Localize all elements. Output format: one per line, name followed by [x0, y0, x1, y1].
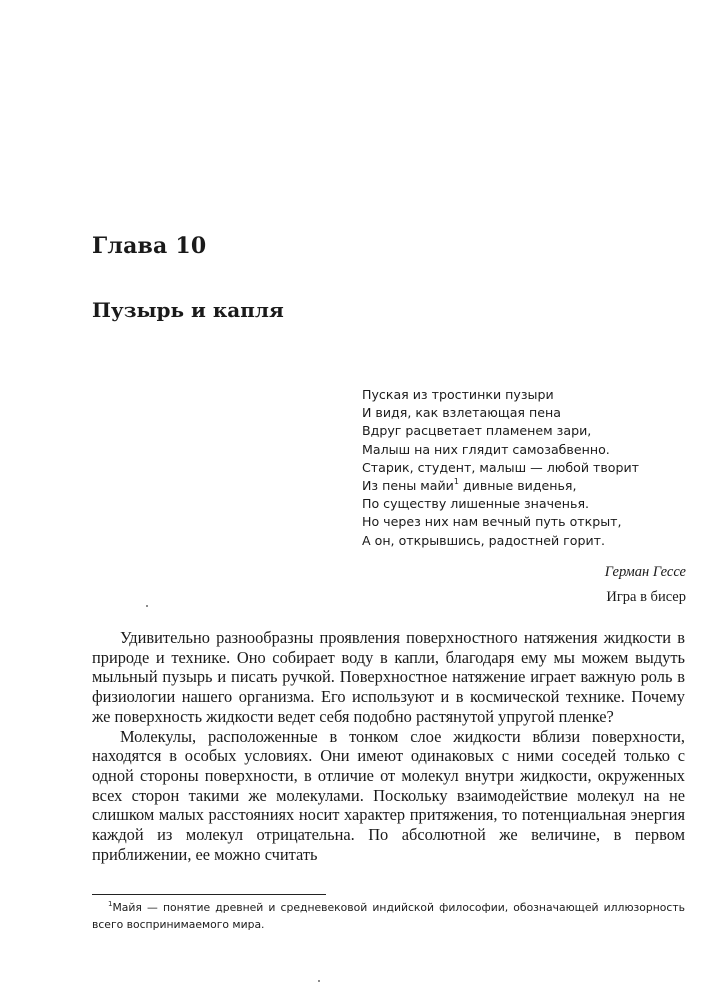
- footnote: [92, 899, 685, 933]
- epigraph-line: Малыш на них глядит самозабвенно.: [362, 441, 610, 457]
- epigraph-line-start: Из пены майи: [362, 478, 454, 494]
- epigraph-poem: [362, 386, 692, 550]
- paragraph: Удивительно разнообразны проявления поверхностного натяжения жидкости в природе и технике. Оно собирает воду в капли, благодаря ему мы можем выдуть мыльный пузырь и писать ручкой. Поверхностное натяжение играет важную роль в физиологии нашего организма. Его используют и в космической технике. Почему же поверхность жидкости ведет себя подобно растянутой упругой пленке?: [92, 628, 685, 726]
- epigraph-line: Старик, студент, малыш — любой творит: [362, 459, 640, 475]
- epigraph-line-with-footnote: [362, 477, 692, 495]
- footnote-divider: [92, 894, 326, 895]
- chapter-title: Пузырь и капля: [92, 298, 284, 322]
- epigraph-source: Игра в бисер: [606, 589, 686, 605]
- paragraph: Молекулы, расположенные в тонком слое жидкости вблизи поверхности, находятся в особых условиях. Они имеют одинаковых с ними соседей только с одной стороны поверхности, в отличие от молекул внутри жидкости, окруженных всех сторон такими же молекулами. Поскольку взаимодействие молекул на не слишком малых расстояниях носит характер притяжения, то потенциальная энергия каждой из молекул отрицательна. По абсолютной же величине, в первом приближении, ее можно считать: [92, 726, 685, 864]
- epigraph-line: По существу лишенные значенья.: [362, 496, 590, 512]
- epigraph-line: Но через них нам вечный путь открыт,: [362, 514, 622, 530]
- footnote-text: Майя — понятие древней и средневековой индийской философии, обозначающей иллюзорность всего воспринимаемого мира.: [92, 901, 685, 931]
- scan-speck: [318, 980, 320, 982]
- footnote-reference: 1: [453, 477, 459, 487]
- epigraph-line: А он, открывшись, радостней горит.: [362, 532, 606, 548]
- scan-speck: [146, 605, 148, 607]
- body-text: [92, 628, 685, 864]
- chapter-number: Глава 10: [92, 233, 207, 259]
- footnote-mark: 1: [108, 900, 113, 908]
- epigraph-author: Герман Гессе: [604, 564, 686, 580]
- epigraph-line-end: дивные виденья,: [458, 478, 577, 494]
- epigraph-line: И видя, как взлетающая пена: [362, 405, 561, 421]
- epigraph-line: Вдруг расцветает пламенем зари,: [362, 423, 592, 439]
- epigraph-line: Пуская из тростинки пузыри: [362, 387, 554, 402]
